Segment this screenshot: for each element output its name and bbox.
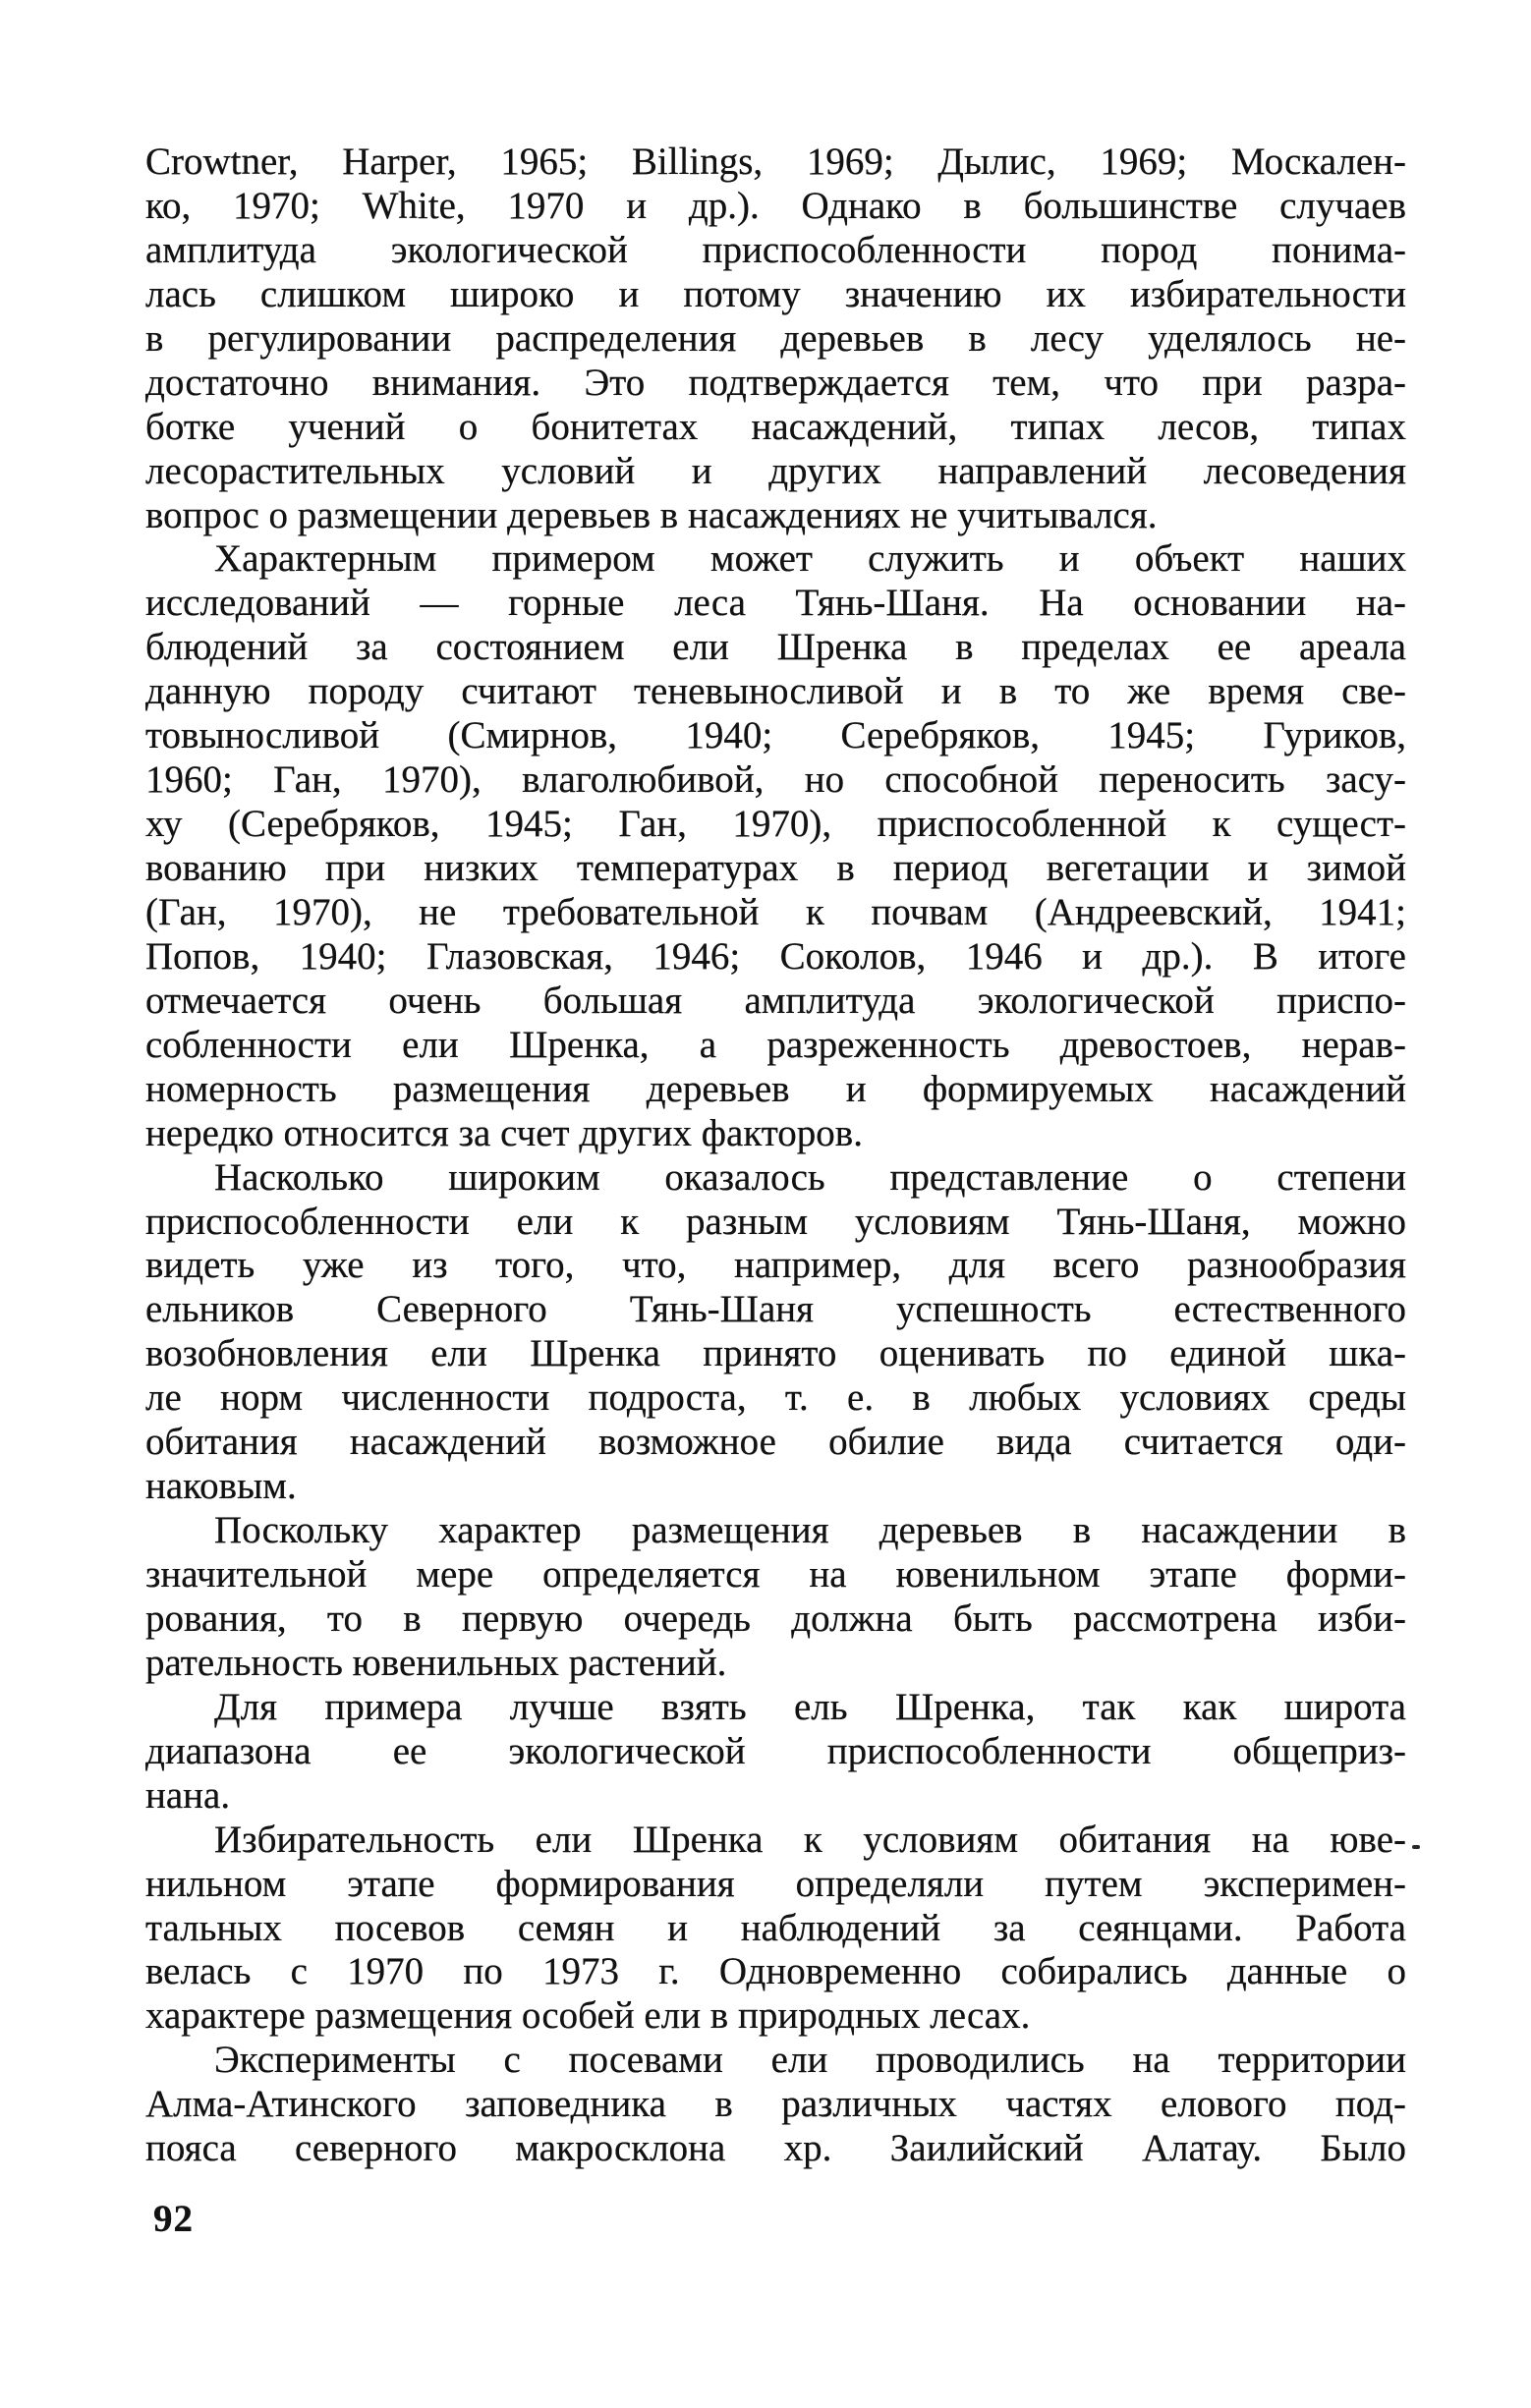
- text-line: отмечается очень большая амплитуда экологической приспо-: [145, 979, 1406, 1022]
- text-line: Характерным примером может служить и объект наших: [214, 537, 1406, 581]
- text-line: номерность размещения деревьев и формируемых насаждений: [145, 1067, 1406, 1110]
- body-text: [145, 140, 1406, 2171]
- text-line: велась с 1970 по 1973 г. Одновременно собирались данные о: [145, 1950, 1406, 1993]
- text-line: ле норм численности подроста, т. е. в любых условиях среды: [145, 1376, 1406, 1420]
- text-line: товыносливой (Смирнов, 1940; Серебряков, 1945; Гуриков,: [145, 714, 1406, 757]
- text-line: наковым.: [145, 1465, 297, 1508]
- text-line: Для примера лучше взять ель Шренка, так как широта: [214, 1685, 1406, 1728]
- text-line: рательность ювенильных растений.: [145, 1641, 727, 1684]
- text-line: блюдений за состоянием ели Шренка в пределах ее ареала: [145, 626, 1406, 669]
- text-line: рования, то в первую очередь должна быть рассмотрена изби-: [145, 1596, 1406, 1640]
- text-line: достаточно внимания. Это подтверждается тем, что при разра-: [145, 361, 1406, 404]
- text-line: Поскольку характер размещения деревьев в насаждении в: [214, 1509, 1406, 1552]
- text-line: тальных посевов семян и наблюдений за сеянцами. Работа: [145, 1906, 1406, 1949]
- text-line: нана.: [145, 1773, 231, 1817]
- text-line: Crowtner, Harper, 1965; Billings, 1969; Дылис, 1969; Москален-: [145, 140, 1406, 183]
- text-line: (Ган, 1970), не требовательной к почвам (Андреевский, 1941;: [145, 890, 1406, 933]
- text-line: Насколько широким оказалось представление о степени: [214, 1155, 1406, 1199]
- text-line: нередко относится за счет других факторов.: [145, 1111, 863, 1154]
- text-line: диапазона ее экологической приспособленности общеприз-: [145, 1729, 1406, 1772]
- text-line: Алма-Атинского заповедника в различных частях елового под-: [145, 2083, 1406, 2126]
- text-line: данную породу считают теневыносливой и в то же время све-: [145, 670, 1406, 713]
- text-line: нильном этапе формирования определяли путем эксперимен-: [145, 1862, 1406, 1905]
- text-line: приспособленности ели к разным условиям Тянь-Шаня, можно: [145, 1200, 1406, 1243]
- text-line: видеть уже из того, что, например, для всего разнообразия: [145, 1244, 1406, 1287]
- text-line: собленности ели Шренка, а разреженность древостоев, нерав-: [145, 1023, 1406, 1066]
- text-line: пояса северного макросклона хр. Заилийский Алатау. Было: [145, 2127, 1406, 2170]
- text-line: вопрос о размещении деревьев в насаждениях не учитывался.: [145, 493, 1158, 536]
- scan-artifact: [1412, 1845, 1420, 1849]
- text-line: Эксперименты с посевами ели проводились на территории: [214, 2039, 1406, 2082]
- text-line: ботке учений о бонитетах насаждений, типах лесов, типах: [145, 405, 1406, 448]
- text-line: лась слишком широко и потому значению их избирательности: [145, 272, 1406, 315]
- text-line: Избирательность ели Шренка к условиям обитания на юве-: [214, 1818, 1406, 1861]
- page-number: 92: [153, 2198, 194, 2240]
- text-line: амплитуда экологической приспособленности пород понима-: [145, 228, 1406, 271]
- text-line: обитания насаждений возможное обилие вида считается оди-: [145, 1421, 1406, 1464]
- text-line: значительной мере определяется на ювенильном этапе форми-: [145, 1553, 1406, 1596]
- text-line: в регулировании распределения деревьев в лесу уделялось не-: [145, 316, 1406, 360]
- text-line: вованию при низких температурах в период вегетации и зимой: [145, 847, 1406, 889]
- text-line: лесорастительных условий и других направлений лесоведения: [145, 449, 1406, 492]
- text-line: возобновления ели Шренка принято оценивать по единой шка-: [145, 1332, 1406, 1375]
- text-line: ельников Северного Тянь-Шаня успешность естественного: [145, 1288, 1406, 1331]
- text-line: ко, 1970; White, 1970 и др.). Однако в большинстве случаев: [145, 184, 1406, 227]
- text-line: ху (Серебряков, 1945; Ган, 1970), приспособленной к сущест-: [145, 803, 1406, 846]
- text-line: Попов, 1940; Глазовская, 1946; Соколов, 1946 и др.). В итоге: [145, 934, 1406, 978]
- text-line: 1960; Ган, 1970), влаголюбивой, но способной переносить засу-: [145, 758, 1406, 802]
- text-line: характере размещения особей ели в природных лесах.: [145, 1994, 1031, 2038]
- text-line: исследований — горные леса Тянь-Шаня. На основании на-: [145, 582, 1406, 625]
